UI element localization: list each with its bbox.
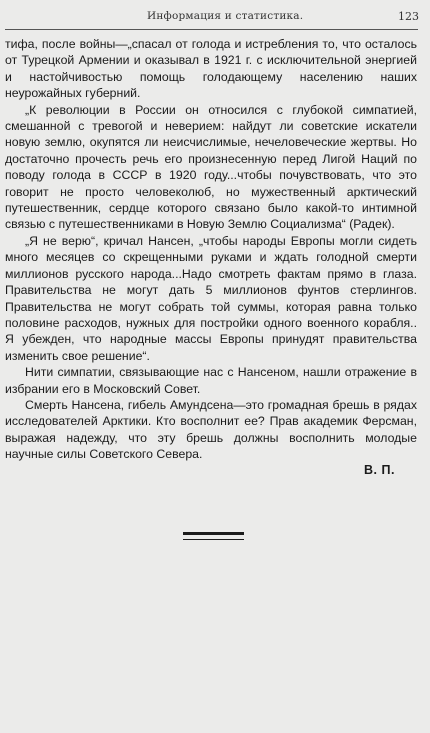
header-rule: [5, 29, 418, 30]
paragraph-radek-quote: „К революции в России он относился с глубокой симпатией, смешанной с тревогой и неверием: найдут ли советские искатели новую землю, окупятся ли неисчислимые, нечеловеческие жертвы. Но достаточно прочесть речь его произнесенную перед Лигой Наций по поводу голода в СССР в 1920 году...чтобы почувствовать, что это говорит не просто человеколюб, но мужественный арктический путешественник, сердце которого связано было какой-то интимной связью с путешественниками в Новую Землю Социализма“ (Радек).: [5, 102, 417, 232]
paragraph-nansen-quote: „Я не верю“, кричал Нансен, „чтобы народы Европы могли сидеть много месяцев со скрещенными руками и ждать голодной смерти миллионов русского народа...Надо смотреть фактам прямо в глаза. Правительства не могут дать 5 миллионов фунтов стерлингов. Правительства не могут собрать той суммы, которая равна только половине расходов, нужных для постройки одного военного корабля.. Я убежден, что народные массы Европы принудят правительства изменить свое решение“.: [5, 233, 417, 363]
section-end-rule-thick: [183, 532, 244, 535]
running-title: Информация и статистика.: [147, 10, 304, 22]
paragraph-moscow-soviet: Нити симпатии, связывающие нас с Нансеном, нашли отражение в избрании его в Московский Совет.: [5, 365, 417, 396]
page-header: [0, 7, 430, 27]
article-body: [5, 36, 417, 463]
paragraph-continuation: тифа, после войны—„спасал от голода и истребления то, что осталось от Турецкой Армении и оказывал в 1921 г. с исключительной энергией и настойчивостью помощь голодающему населению наших неурожайных губерний.: [5, 37, 417, 101]
author-signature: В. П.: [364, 463, 395, 477]
page-number: 123: [398, 10, 419, 23]
paragraph-conclusion: Смерть Нансена, гибель Амундсена—это громадная брешь в рядах исследователей Арктики. Кто восполнит ее? Прав академик Ферсман, выражая надежду, что эту брешь должны восполнить молодые научные силы Советского Севера.: [5, 397, 417, 462]
section-end-rule-thin: [183, 539, 244, 540]
